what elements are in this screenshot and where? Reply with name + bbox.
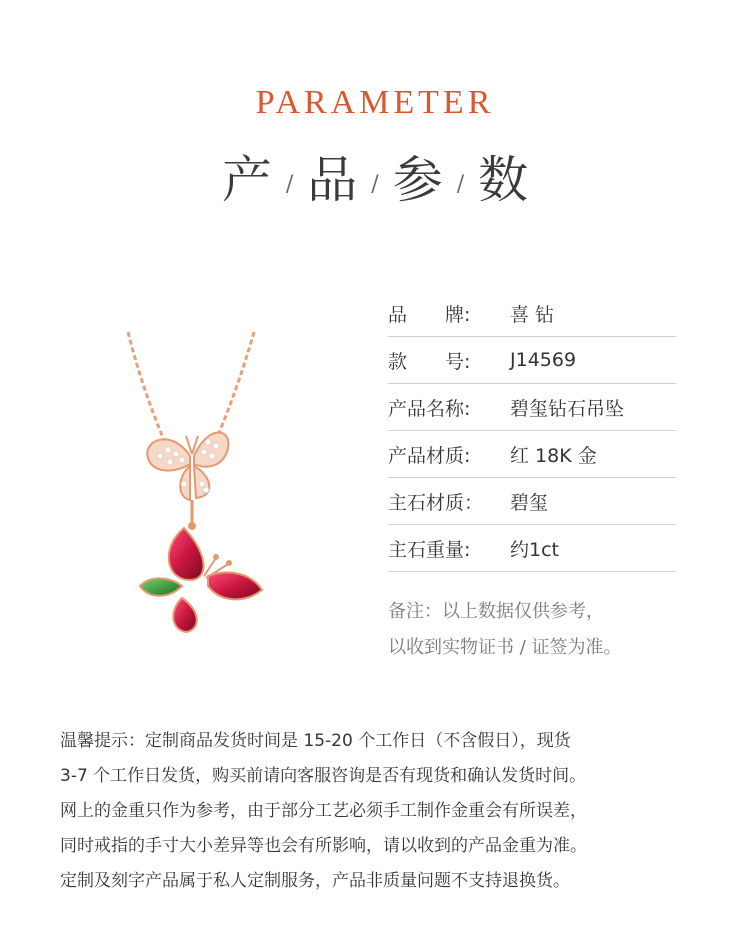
product-image <box>112 328 282 668</box>
tip-line: 3-7 个工作日发货，购买前请向客服咨询是否有现货和确认发货时间。 <box>60 766 587 786</box>
param-key: 产品材质: <box>388 444 471 467</box>
heading-char: 产 <box>221 151 272 209</box>
tip-line: 网上的金重只作为参考，由于部分工艺必须手工制作金重会有所误差， <box>60 801 587 821</box>
param-key: 品 牌: <box>388 303 471 326</box>
note-line: 备注：以上数据仅供参考， <box>388 601 604 622</box>
heading-english: PARAMETER <box>255 84 495 121</box>
param-row-brand <box>388 290 676 337</box>
param-key: 产品名称: <box>388 397 471 420</box>
param-row-name <box>388 384 676 431</box>
heading-char: 品 <box>307 151 358 209</box>
param-row-stone-weight <box>388 525 676 572</box>
param-key: 主石重量: <box>388 538 471 561</box>
param-value: J14569 <box>510 349 577 371</box>
param-key: 主石材质： <box>388 491 484 514</box>
parameter-table <box>388 290 676 572</box>
tip-line: 同时戒指的手寸大小差异等也会有所影响，请以收到的产品金重为准。 <box>60 836 587 856</box>
tip-line: 定制及刻字产品属于私人定制服务，产品非质量问题不支持退换货。 <box>60 871 570 891</box>
note-line: 以收到实物证书 / 证签为准。 <box>388 637 622 658</box>
heading-separator: / <box>371 172 379 197</box>
param-key: 款 号: <box>388 350 471 373</box>
tip-line: 温馨提示：定制商品发货时间是 15-20 个工作日（不含假日），现货 <box>60 731 571 751</box>
param-value: 碧玺 <box>510 491 549 514</box>
heading-char: 参 <box>392 151 443 209</box>
heading-chinese <box>0 140 750 212</box>
param-value: 约1ct <box>510 538 559 561</box>
note <box>388 594 718 666</box>
param-row-stone-material <box>388 478 676 525</box>
param-value: 红 18K 金 <box>510 444 597 467</box>
param-value: 喜 钻 <box>510 303 555 326</box>
param-row-model <box>388 337 676 384</box>
heading-char: 数 <box>478 151 529 209</box>
param-row-material <box>388 431 676 478</box>
heading-separator: / <box>456 172 465 197</box>
param-value: 碧玺钻石吊坠 <box>510 397 625 420</box>
warm-tips <box>60 724 700 899</box>
heading-separator: / <box>285 172 294 197</box>
